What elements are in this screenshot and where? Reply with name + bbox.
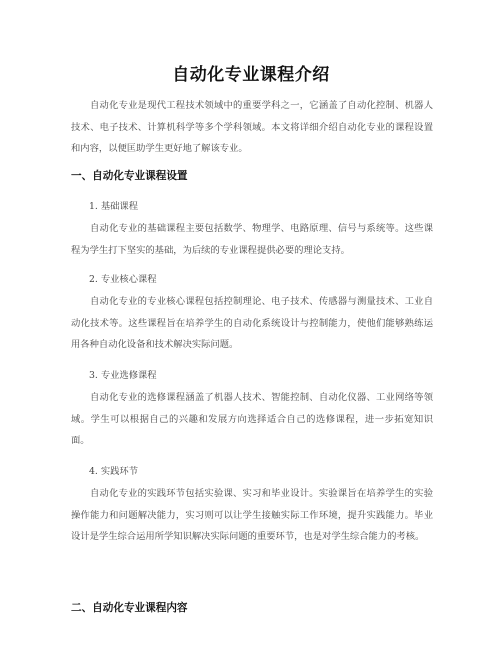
intro-paragraph: 自动化专业是现代工程技术领域中的重要学科之一，它涵盖了自动化控制、机器人技术、电子技术、计算机科学等多个学科领域。本文将详细介绍自动化专业的课程设置和内容，以便匡助学生更好地了解该专业。 bbox=[71, 100, 433, 154]
subheading-basic-courses: 1. 基础课程 bbox=[89, 201, 139, 212]
paragraph-core-courses: 自动化专业的专业核心课程包括控制理论、电子技术、传感器与测量技术、工业自动化技术等。这些课程旨在培养学生的自动化系统设计与控制能力，使他们能够熟练运用各种自动化设备和技术解决实际问题。 bbox=[71, 296, 433, 350]
paragraph-basic-courses: 自动化专业的基础课程主要包括数学、物理学、电路原理、信号与系统等。这些课程为学生打下坚实的基础，为后续的专业课程提供必要的理论支持。 bbox=[71, 223, 433, 256]
subheading-elective-courses: 3. 专业选修课程 bbox=[89, 370, 157, 381]
paragraph-elective-courses: 自动化专业的选修课程涵盖了机器人技术、智能控制、自动化仪器、工业网络等领域。学生可以根据自己的兴趣和发展方向选择适合自己的选修课程，进一步拓宽知识面。 bbox=[71, 392, 433, 446]
section-heading-course-content: 二、自动化专业课程内容 bbox=[71, 602, 188, 614]
section-heading-course-settings: 一、自动化专业课程设置 bbox=[71, 170, 188, 182]
subheading-core-courses: 2. 专业核心课程 bbox=[89, 274, 157, 285]
paragraph-practice: 自动化专业的实践环节包括实验课、实习和毕业设计。实验课旨在培养学生的实验操作能力和问题解决能力，实习则可以让学生接触实际工作环境，提升实践能力。毕业设计是学生综合运用所学知识解决实际问题的重要环节，也是对学生综合能力的考核。 bbox=[71, 488, 433, 542]
document-title: 自动化专业课程介绍 bbox=[172, 65, 330, 85]
subheading-practice: 4. 实践环节 bbox=[89, 466, 139, 477]
